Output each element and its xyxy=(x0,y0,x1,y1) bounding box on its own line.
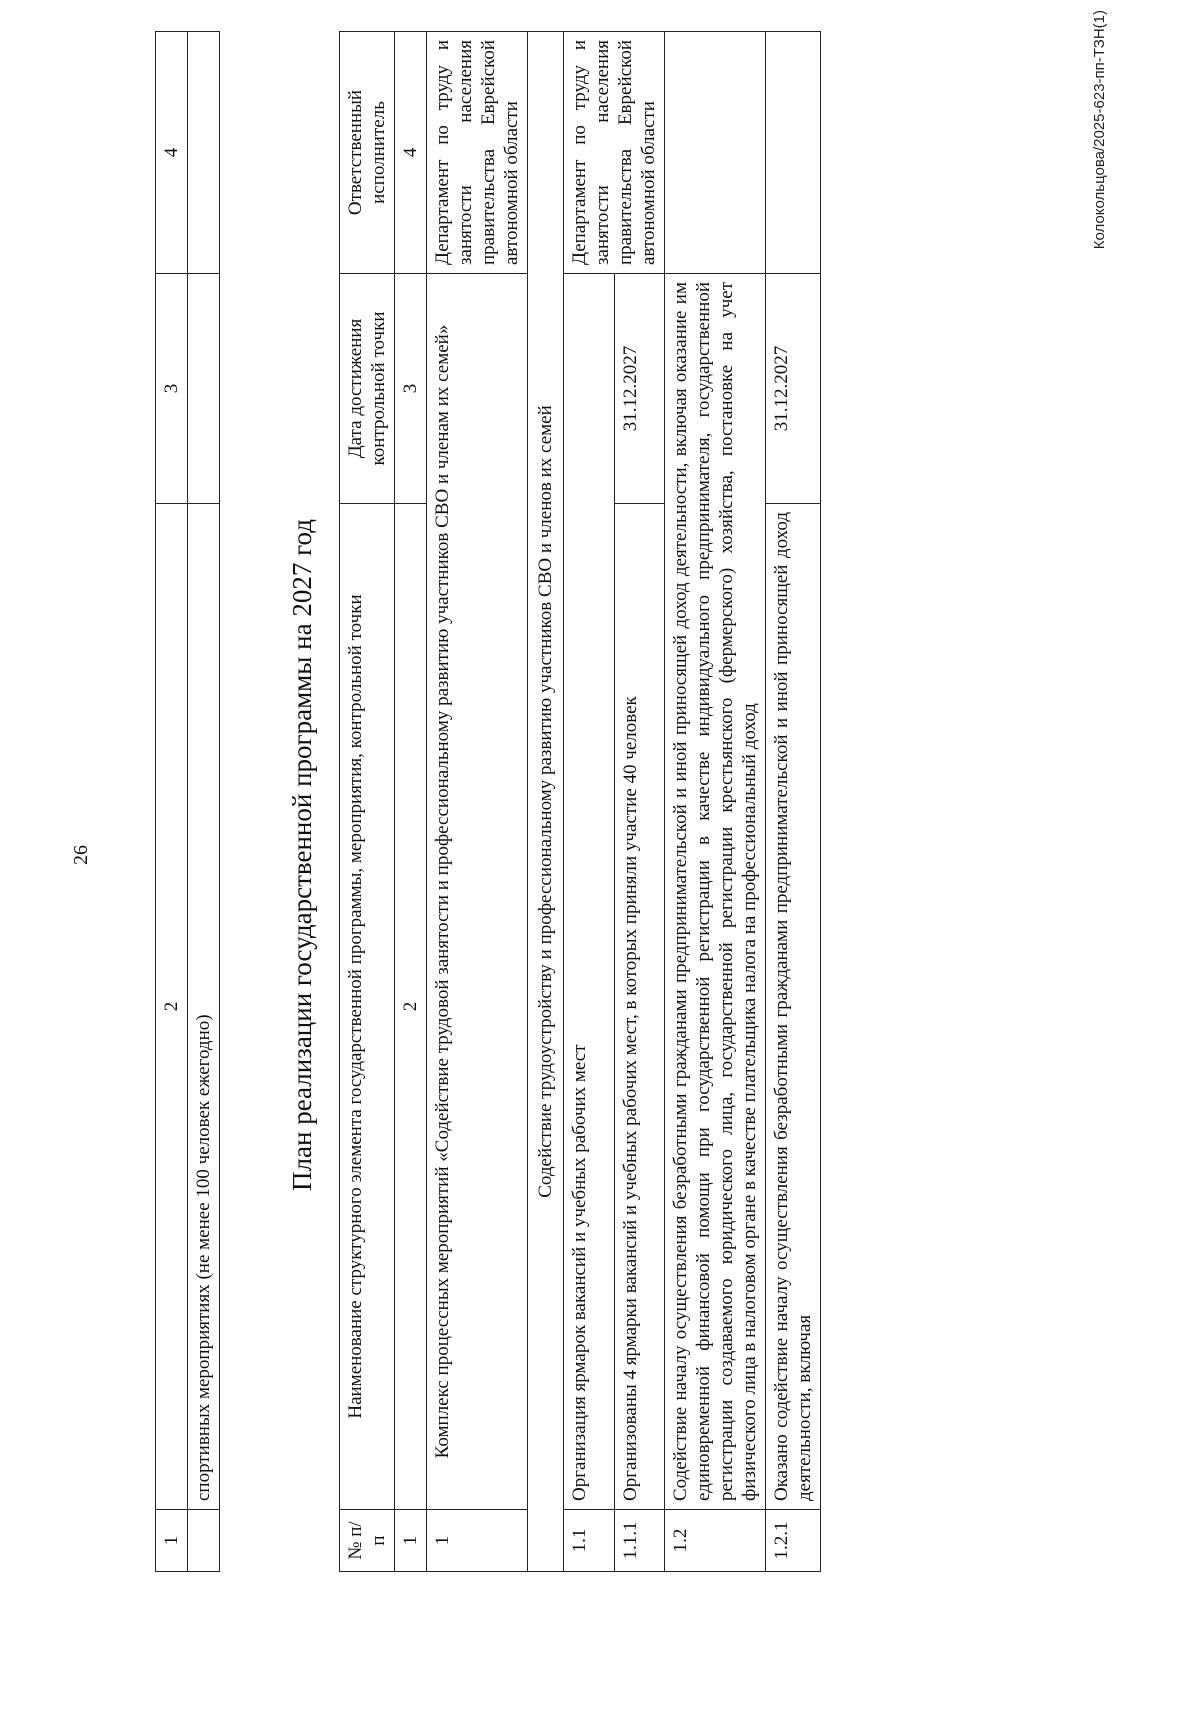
row-number: 1.1.1 xyxy=(614,1510,665,1572)
executor-cell: Департамент по труду и занятости населения правительства Еврейской автономной области xyxy=(427,32,528,274)
table-row xyxy=(766,32,821,1572)
table-header-row xyxy=(156,32,188,1572)
row-number: 1.1 xyxy=(564,1510,615,1572)
header-number: 3 xyxy=(395,274,427,504)
row-description: Оказано содействие началу осуществления безработными гражданами предпринимательской и иной приносящей доход деятельности, включая xyxy=(766,504,821,1510)
table-cell xyxy=(188,274,220,504)
executor-cell xyxy=(766,32,821,274)
complex-description: Комплекс процессных мероприятий «Содействие трудовой занятости и профессиональному развитию участников СВО и членам их семей» xyxy=(427,274,528,1510)
header-number: 2 xyxy=(395,504,427,1510)
header-number: 1 xyxy=(395,1510,427,1572)
section-row xyxy=(528,32,564,1572)
table-cell xyxy=(188,1510,220,1572)
section-title: Содействие трудоустройству и профессиональному развитию участников СВО и членов их семей xyxy=(528,32,564,1572)
row-description: Организация ярмарок вакансий и учебных рабочих мест xyxy=(564,274,615,1510)
row-number: 1 xyxy=(427,1510,528,1572)
table-row xyxy=(564,32,615,1572)
header-cell: 1 xyxy=(156,1510,188,1572)
header-cell: 2 xyxy=(156,504,188,1510)
table-row xyxy=(665,32,766,1572)
plan-title: План реализации государственной программы на 2027 год xyxy=(287,519,317,1191)
header-cell-number: № п/п xyxy=(340,1510,395,1572)
header-numbers-row xyxy=(395,32,427,1572)
header-cell-date: Дата достижения контрольной точки xyxy=(340,274,395,504)
table-row xyxy=(188,32,220,1572)
row-number: 1.2.1 xyxy=(766,1510,821,1572)
executor-cell: Департамент по труду и занятости населения правительства Еврейской автономной области xyxy=(564,32,665,274)
table-cell: спортивных мероприятиях (не менее 100 человек ежегодно) xyxy=(188,504,220,1510)
date-cell: 31.12.2027 xyxy=(766,274,821,504)
header-cell-name: Наименование структурного элемента государственной программы, мероприятия, контрольной точки xyxy=(340,504,395,1510)
header-cell: 3 xyxy=(156,274,188,504)
row-description: Содействие началу осуществления безработными гражданами предпринимательской и иной приносящей доход деятельности, включая оказание им единовременной финансовой помощи при государственной регистрации в качестве индивидуального предпринимателя, государственной регистрации создаваемого юридического лица, государственной регистрации крестьянского (фермерского) хозяйства, постановке на учет физического лица в налоговом органе в качестве плательщика налога на профессиональный доход xyxy=(665,274,766,1510)
complex-row xyxy=(427,32,528,1572)
continued-table xyxy=(155,31,220,1572)
row-description: Организованы 4 ярмарки вакансий и учебных рабочих мест, в которых приняли участие 40 человек xyxy=(614,504,665,1510)
executor-cell xyxy=(665,32,766,274)
header-cell-executor: Ответственный исполнитель xyxy=(340,32,395,274)
row-number: 1.2 xyxy=(665,1510,766,1572)
date-cell: 31.12.2027 xyxy=(614,274,665,504)
table-cell xyxy=(188,32,220,274)
plan-table xyxy=(339,31,821,1572)
page-number: 26 xyxy=(70,845,92,865)
header-cell: 4 xyxy=(156,32,188,274)
table-header-row xyxy=(340,32,395,1572)
document-stamp: Колокольцова/2025-623-пп-ТЗН(1) xyxy=(1091,10,1108,250)
header-number: 4 xyxy=(395,32,427,274)
